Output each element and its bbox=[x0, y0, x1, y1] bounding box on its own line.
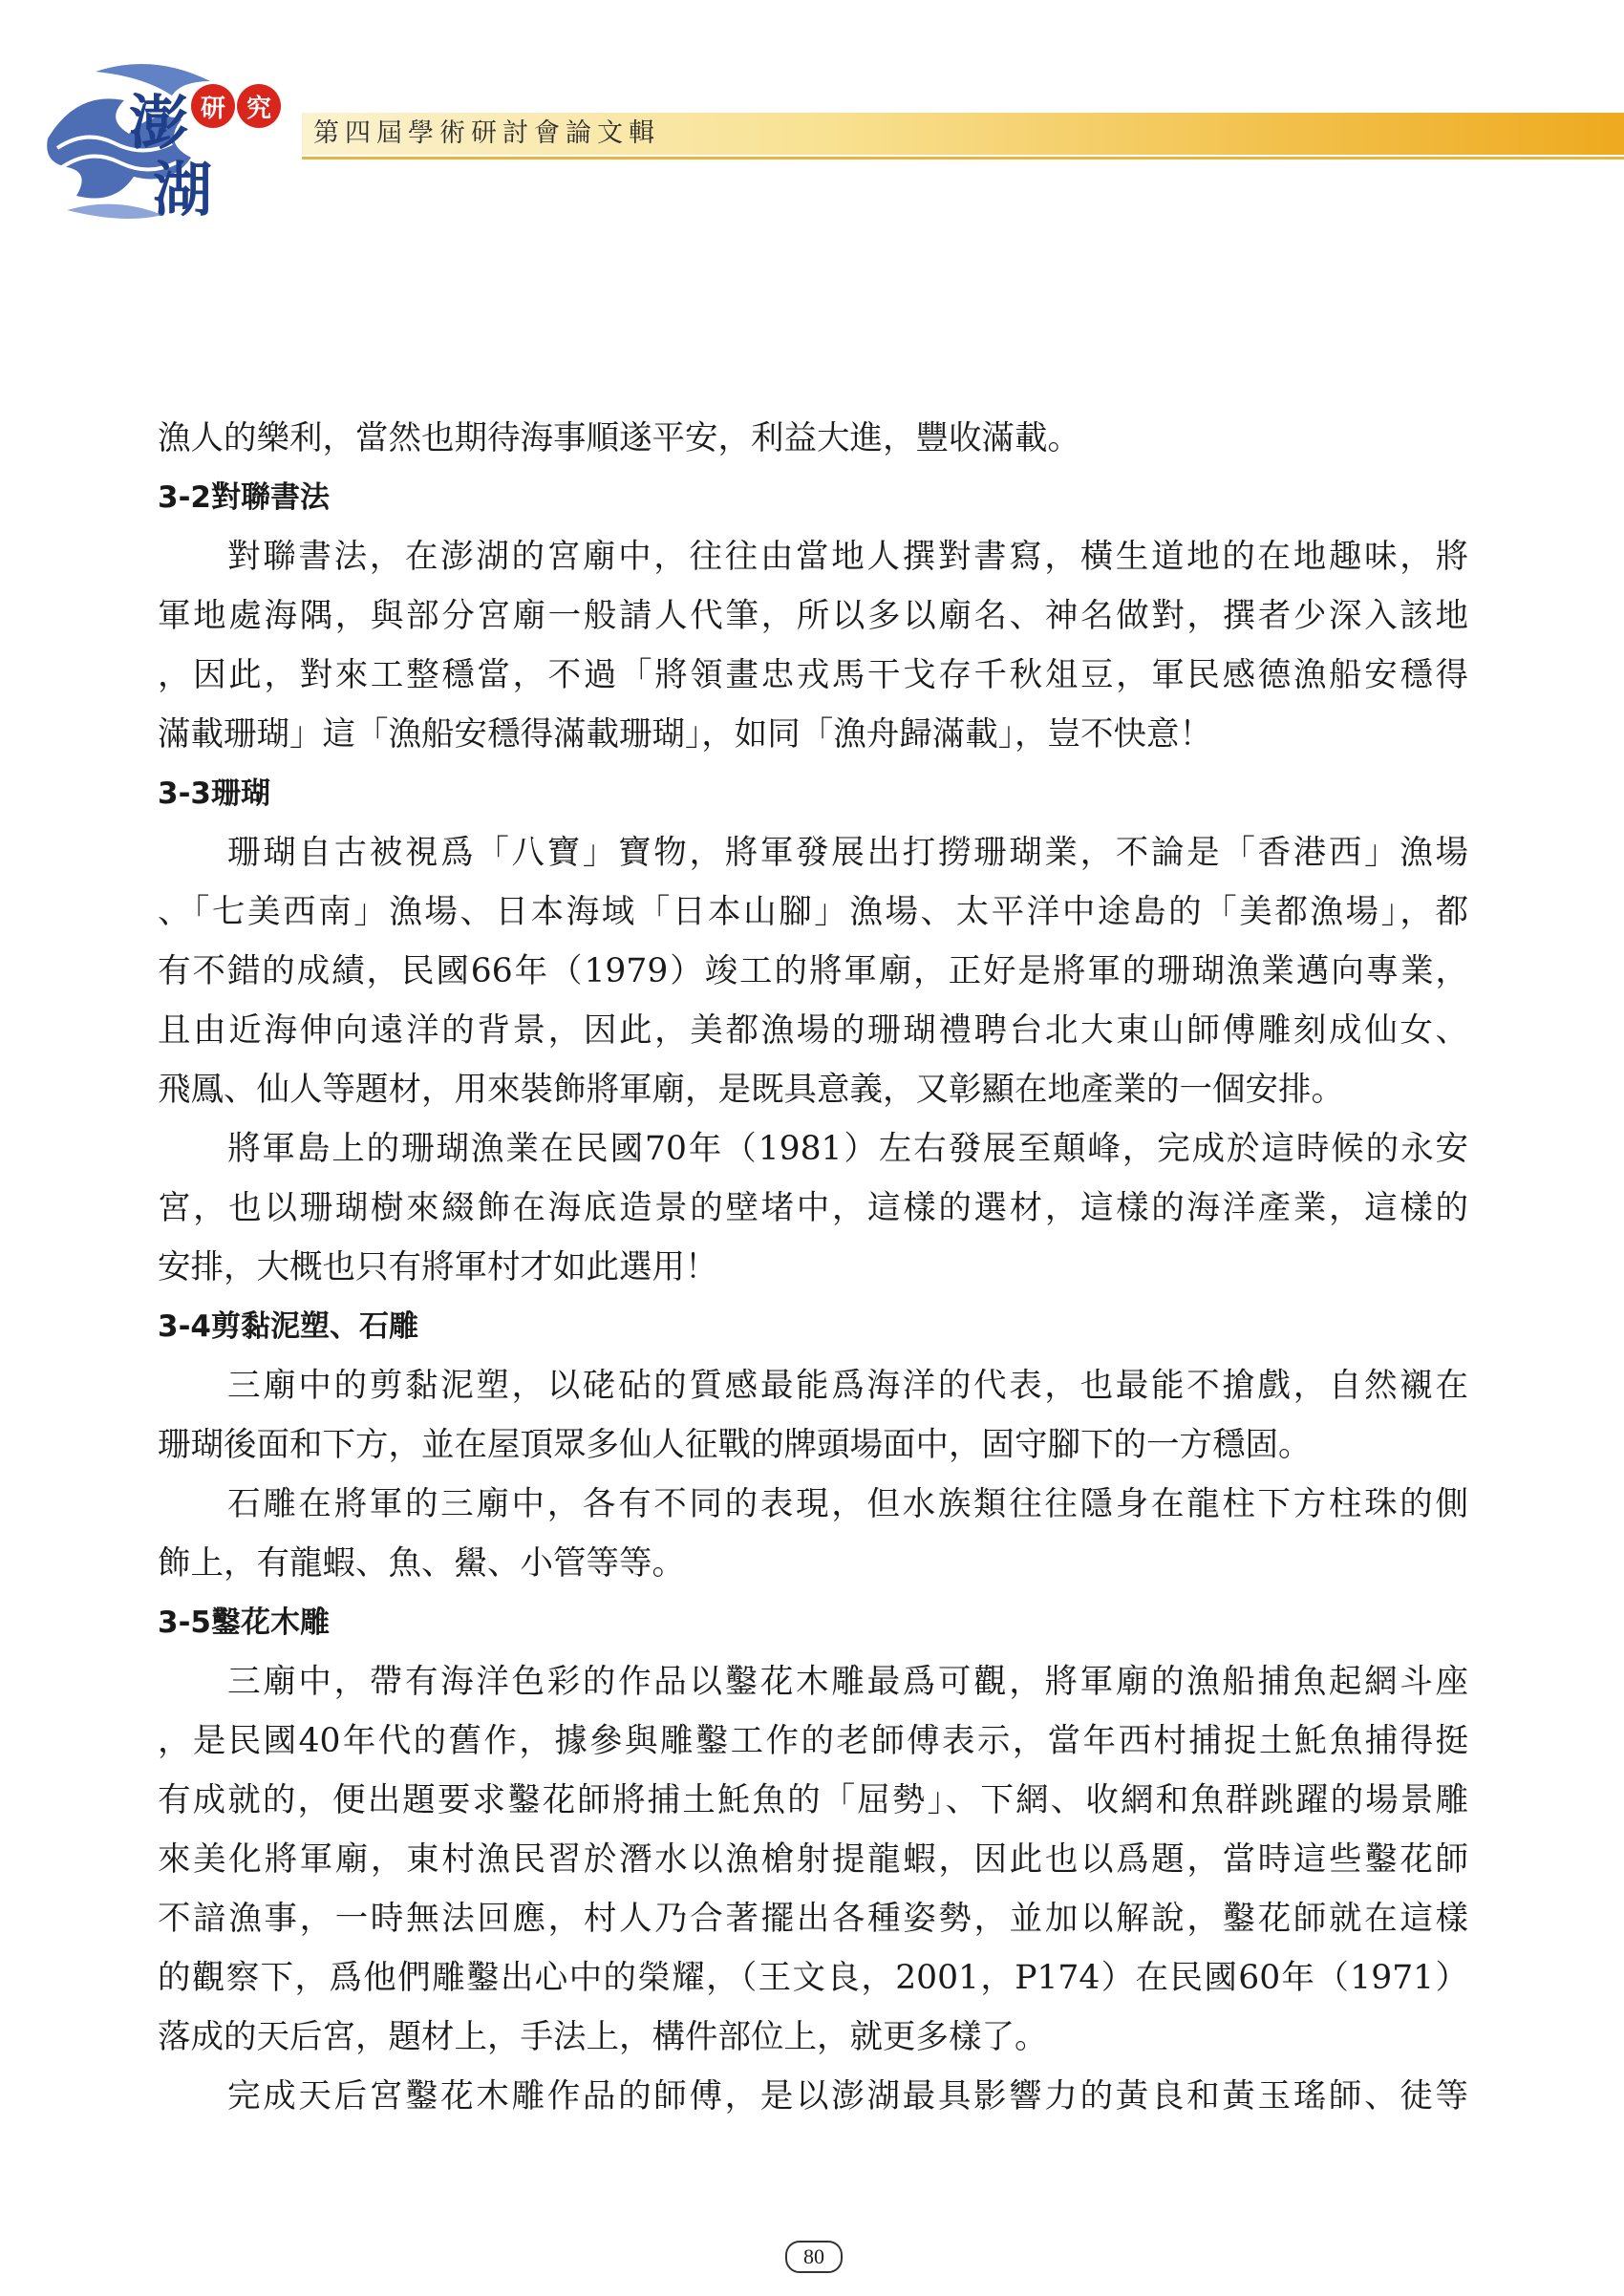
paragraph-line: 且由近海伸向遠洋的背景，因此，美都漁場的珊瑚禮聘台北大東山師傅雕刻成仙女、 bbox=[158, 1011, 1468, 1050]
paragraph-line: 來美化將軍廟，東村漁民習於潛水以漁槍射提龍蝦，因此也以爲題，當時這些鑿花師 bbox=[158, 1840, 1468, 1879]
paragraph-line: 石雕在將軍的三廟中，各有不同的表現，但水族類往往隱身在龍柱下方柱珠的側 bbox=[227, 1485, 1468, 1523]
paragraph-line: 珊瑚後面和下方，並在屋頂眾多仙人征戰的牌頭場面中，固守腳下的一方穩固。 bbox=[158, 1426, 1312, 1464]
paragraph-line: 落成的天后宮，題材上，手法上，構件部位上，就更多樣了。 bbox=[158, 2018, 1048, 2056]
journal-title: 第四屆學術研討會論文輯 bbox=[313, 118, 660, 148]
paragraph-line: 三廟中，帶有海洋色彩的作品以鑿花木雕最爲可觀，將軍廟的漁船捕魚起網斗座 bbox=[227, 1663, 1468, 1701]
paragraph-line: 滿載珊瑚」這「漁船安穩得滿載珊瑚」，如同「漁舟歸滿載」，豈不快意！ bbox=[158, 715, 1212, 754]
page-header bbox=[0, 0, 1624, 229]
paragraph-line: 三廟中的剪黏泥塑，以硓砧的質感最能爲海洋的代表，也最能不搶戲，自然襯在 bbox=[227, 1367, 1468, 1405]
paragraph-line: 將軍島上的珊瑚漁業在民國70年（1981）左右發展至顛峰，完成於這時候的永安 bbox=[227, 1130, 1468, 1168]
paragraph-line: 飾上，有龍蝦、魚、鱟、小管等等。 bbox=[158, 1544, 685, 1583]
paragraph-line: 完成天后宮鑿花木雕作品的師傅，是以澎湖最具影響力的黃良和黃玉瑤師、徒等 bbox=[227, 2077, 1468, 2115]
svg-text:澎: 澎 bbox=[129, 88, 189, 158]
seal-char: 研 bbox=[191, 84, 235, 128]
paragraph-line: 有不錯的成績，民國66年（1979）竣工的將軍廟，正好是將軍的珊瑚漁業邁向專業， bbox=[158, 952, 1468, 990]
paragraph-line: 軍地處海隅，與部分宮廟一般請人代筆，所以多以廟名、神名做對，撰者少深入該地 bbox=[158, 597, 1468, 635]
paragraph-line: 宮，也以珊瑚樹來綴飾在海底造景的壁堵中，這樣的選材，這樣的海洋產業，這樣的 bbox=[158, 1189, 1468, 1227]
paragraph-line: ，因此，對來工整穩當，不過「將領畫忠戎馬干戈存千秋俎豆，軍民感德漁船安穩得 bbox=[158, 656, 1468, 694]
paragraph-line: 、「七美西南」漁場、日本海域「日本山腳」漁場、太平洋中途島的「美都漁場」，都 bbox=[158, 893, 1468, 931]
paragraph-line: 的觀察下，爲他們雕鑿出心中的榮耀，（王文良，2001，P174）在民國60年（1971） bbox=[158, 1959, 1468, 1997]
header-rule bbox=[302, 157, 1624, 159]
page-number: 80 bbox=[785, 2241, 843, 2273]
paragraph-line: 對聯書法，在澎湖的宮廟中，往往由當地人撰對書寫，橫生道地的在地趣味，將 bbox=[227, 538, 1468, 576]
logo-seal bbox=[191, 84, 287, 128]
section-heading: 3-5鑿花木雕 bbox=[158, 1605, 331, 1640]
section-heading: 3-4剪黏泥塑、石雕 bbox=[158, 1309, 419, 1344]
seal-char: 究 bbox=[237, 84, 281, 128]
svg-text:湖: 湖 bbox=[153, 155, 213, 224]
paragraph-line: 不諳漁事，一時無法回應，村人乃合著擺出各種姿勢，並加以解說，鑿花師就在這樣 bbox=[158, 1900, 1468, 1938]
paragraph-line: 珊瑚自古被視爲「八寶」寶物，將軍發展出打撈珊瑚業，不論是「香港西」漁場 bbox=[227, 834, 1468, 872]
paragraph-line: 飛鳳、仙人等題材，用來裝飾將軍廟，是既具意義，又彰顯在地產業的一個安排。 bbox=[158, 1071, 1344, 1109]
paragraph-line: 漁人的樂利，當然也期待海事順遂平安，利益大進，豐收滿載。 bbox=[158, 419, 1080, 457]
section-heading: 3-2對聯書法 bbox=[158, 480, 331, 515]
paragraph-line: 安排，大概也只有將軍村才如此選用！ bbox=[158, 1248, 718, 1286]
penghu-logo bbox=[38, 53, 296, 229]
paragraph-line: ，是民國40年代的舊作，據參與雕鑿工作的老師傅表示，當年西村捕捉土魠魚捕得挺 bbox=[158, 1722, 1468, 1760]
paragraph-line: 有成就的，便出題要求鑿花師將捕土魠魚的「屈勢」、下網、收網和魚群跳躍的場景雕 bbox=[158, 1781, 1468, 1819]
section-heading: 3-3珊瑚 bbox=[158, 776, 271, 811]
article-body bbox=[158, 409, 1468, 2126]
